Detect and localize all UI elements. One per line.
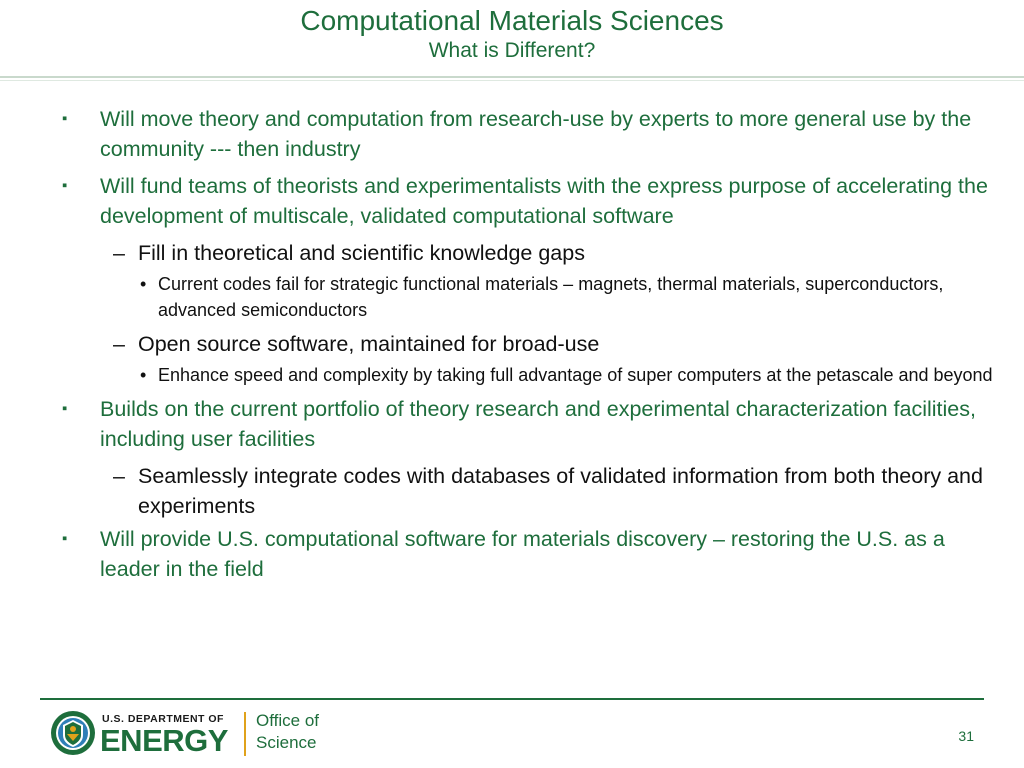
slide-title: Computational Materials Sciences: [300, 5, 724, 36]
doe-office-of-science-logo: [50, 710, 350, 760]
dash-bullet-icon: –: [113, 241, 125, 265]
title-divider-secondary: [0, 80, 1024, 81]
bullet-item: [58, 104, 1008, 164]
bullet-item: [58, 171, 1008, 231]
bullet-text: Will move theory and computation from research-use by experts to more general use by the community --- then industry: [100, 107, 972, 161]
sub-bullet-text: Seamlessly integrate codes with databases of validated information from both theory and experiments: [138, 464, 983, 518]
office-of-science-label: [256, 710, 346, 754]
dash-bullet-icon: –: [113, 332, 125, 356]
department-of-label: U.S. DEPARTMENT OF: [102, 713, 224, 725]
sub-bullet-item: [58, 238, 1008, 268]
bullet-item: [58, 524, 1008, 584]
bullet-text: Will fund teams of theorists and experimentalists with the express purpose of accelerating the development of multiscale, validated computational software: [100, 174, 988, 228]
slide-subtitle: What is Different?: [428, 39, 596, 62]
office-line-1: Office of: [256, 711, 319, 730]
sub-sub-bullet-text: Enhance speed and complexity by taking full advantage of super computers at the petascale and beyond: [158, 365, 993, 385]
dot-bullet-icon: •: [140, 365, 147, 385]
slide-header: [0, 4, 1024, 64]
sub-bullet-text: Fill in theoretical and scientific knowledge gaps: [138, 241, 585, 265]
footer-divider: [40, 698, 984, 700]
sub-bullet-item: [58, 329, 1008, 359]
square-bullet-icon: ▪: [62, 400, 68, 417]
page-number: 31: [958, 728, 974, 744]
sub-bullet-text: Open source software, maintained for broad-use: [138, 332, 600, 356]
sub-sub-bullet-item: [58, 362, 1008, 388]
square-bullet-icon: ▪: [62, 177, 68, 194]
bullet-item: [58, 394, 1008, 454]
sub-sub-bullet-text: Current codes fail for strategic functional materials – magnets, thermal materials, superconductors, advanced semiconductors: [158, 274, 944, 320]
doe-seal-icon: [50, 710, 96, 756]
dash-bullet-icon: –: [113, 464, 125, 488]
square-bullet-icon: ▪: [62, 530, 68, 547]
sub-bullet-item: [58, 461, 1008, 521]
bullet-text: Will provide U.S. computational software for materials discovery – restoring the U.S. as a leader in the field: [100, 527, 945, 581]
office-line-2: Science: [256, 733, 317, 752]
bullet-text: Builds on the current portfolio of theory research and experimental characterization facilities, including user facilities: [100, 397, 976, 451]
slide-body: [58, 104, 1008, 591]
logo-divider: [244, 712, 246, 756]
energy-wordmark: ENERGY: [100, 723, 228, 758]
square-bullet-icon: ▪: [62, 110, 68, 127]
title-divider: [0, 76, 1024, 78]
dot-bullet-icon: •: [140, 274, 147, 294]
sub-sub-bullet-item: [58, 271, 1008, 323]
